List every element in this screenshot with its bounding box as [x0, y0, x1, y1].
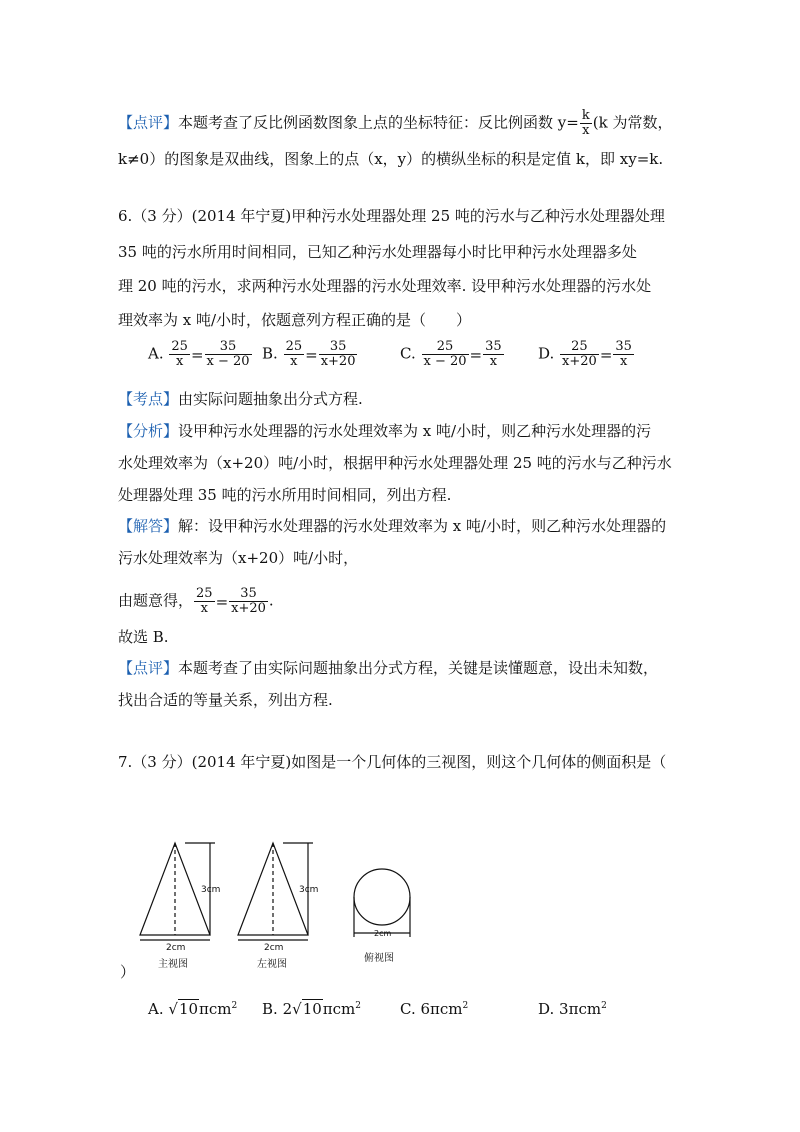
top-view-label: 俯视图 — [364, 953, 394, 964]
top-view-circle — [354, 869, 410, 937]
front-view-label: 主视图 — [158, 959, 188, 970]
front-width-label: 2cm — [166, 943, 186, 953]
sqrt-symbol: √10 — [168, 1000, 199, 1018]
guxuan-line: 故选 B. — [118, 628, 169, 646]
q6-line-2: 35 吨的污水所用时间相同，已知乙种污水处理器每小时比甲种污水处理器多处 — [118, 243, 637, 261]
left-height-label: 3cm — [299, 885, 319, 895]
eq-right-fraction: $\frac{35}{x+20}$ — [231, 586, 266, 616]
kaodian-line: 【考点】由实际问题抽象出分式方程. — [118, 390, 363, 408]
q6-option-b[interactable]: B. $\frac{25}{x}$ = $\frac{35}{x+20}$ — [262, 339, 356, 369]
review-line-2: k≠0）的图象是双曲线，图象上的点（x，y）的横纵坐标的积是定值 k，即 xy=k. — [118, 150, 664, 168]
fenxi-line-3: 处理器处理 35 吨的污水所用时间相同，列出方程. — [118, 486, 452, 504]
q7-option-b[interactable]: B. 2√10πcm$^2$ — [262, 1000, 361, 1018]
q6-option-c[interactable]: C. $\frac{25}{x - 20}$ = $\frac{35}{x}$ — [400, 339, 502, 369]
review-text-a: 本题考查了反比例函数图象上点的坐标特征：反比例函数 y= — [178, 113, 579, 132]
top-width-label: 2cm — [374, 929, 392, 938]
dianping-line-1: 【点评】本题考查了由实际问题抽象出分式方程，关键是读懂题意，设出未知数， — [118, 659, 659, 677]
front-height-label: 3cm — [201, 885, 221, 895]
q6-line-4: 理效率为 x 吨/小时，依题意列方程正确的是（ ） — [118, 311, 472, 329]
review-text-b: (k 为常数， — [592, 113, 673, 132]
kaodian-tag: 【考点】 — [118, 390, 179, 408]
dianping-line-2: 找出合适的等量关系，列出方程. — [118, 691, 333, 709]
q6-line-1: 6.（3 分）(2014 年宁夏)甲种污水处理器处理 25 吨的污水与乙种污水处理器处理 — [118, 207, 665, 225]
fenxi-line-1: 【分析】设甲种污水处理器的污水处理效率为 x 吨/小时，则乙种污水处理器的污 — [118, 422, 652, 440]
fenxi-tag: 【分析】 — [118, 422, 179, 440]
q7-option-c[interactable]: C. 6πcm$^2$ — [400, 1000, 469, 1018]
eq-left-fraction: $\frac{25}{x}$ — [196, 586, 213, 616]
q6-option-d[interactable]: D. $\frac{25}{x+20}$ = $\frac{35}{x}$ — [538, 339, 632, 369]
equation-line: 由题意得， $\frac{25}{x}$ = $\frac{35}{x+20}$ . — [118, 586, 274, 616]
q7-option-d[interactable]: D. 3πcm$^2$ — [538, 1000, 607, 1018]
jieda-line-2: 污水处理效率为（x+20）吨/小时， — [118, 549, 359, 567]
jieda-tag: 【解答】 — [118, 517, 179, 535]
dianping2-tag: 【点评】 — [118, 659, 179, 677]
k-over-x-fraction: $\frac{k}{x}$ — [581, 108, 590, 138]
fenxi-line-2: 水处理效率为（x+20）吨/小时，根据甲种污水处理器处理 25 吨的污水与乙种污水 — [118, 454, 672, 472]
q6-line-3: 理 20 吨的污水，求两种污水处理器的污水处理效率. 设甲种污水处理器的污水处 — [118, 277, 652, 295]
q7-option-a[interactable]: A. √10πcm$^2$ — [148, 1000, 238, 1018]
three-view-figure — [130, 835, 430, 975]
q6-option-a[interactable]: A. $\frac{25}{x}$ = $\frac{35}{x - 20}$ — [148, 339, 250, 369]
left-width-label: 2cm — [264, 943, 284, 953]
review-line-1 — [118, 109, 672, 138]
jieda-line-1: 【解答】解：设甲种污水处理器的污水处理效率为 x 吨/小时，则乙种污水处理器的 — [118, 517, 667, 535]
sqrt-symbol: √10 — [292, 1000, 322, 1018]
dianping-tag: 【点评】 — [118, 113, 179, 132]
q7-close-paren: ） — [120, 963, 136, 981]
q7-line-1: 7.（3 分）(2014 年宁夏)如图是一个几何体的三视图，则这个几何体的侧面积是（ — [118, 753, 667, 771]
left-view-label: 左视图 — [257, 959, 287, 970]
